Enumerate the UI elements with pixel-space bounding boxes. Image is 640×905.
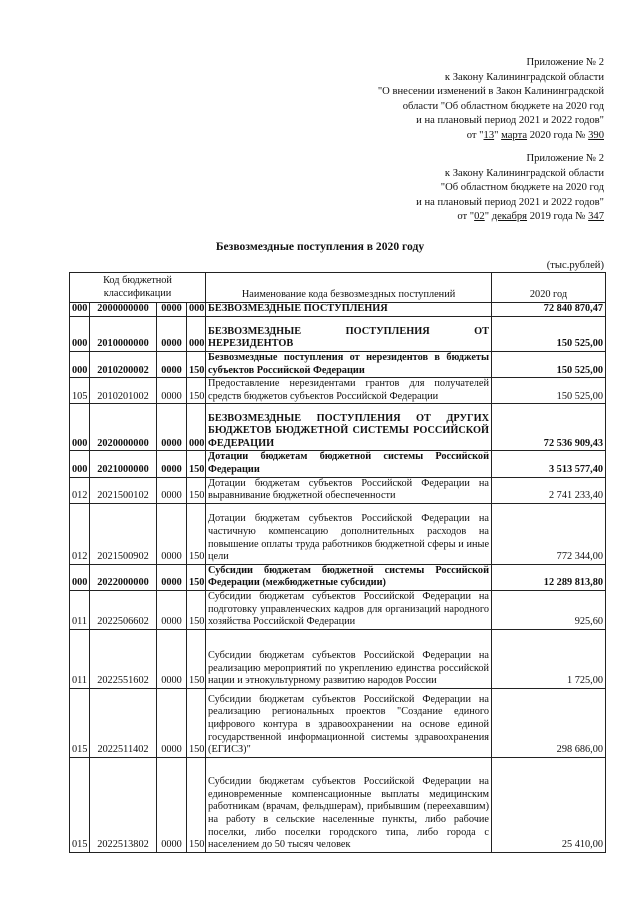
table-row [70,688,606,757]
law-number: 347 [588,211,604,223]
code-economic-cell: 000 [187,317,206,352]
code-admin-cell: 012 [70,503,90,564]
date-month: декабря [491,211,528,223]
code-economic-cell: 150 [187,378,206,404]
date-prefix: от " [457,211,475,223]
code-program-cell: 0000 [157,477,187,503]
name-cell: Субсидии бюджетам субъектов Российской Федерации на подготовку управленческих кадров для организаций народного хозяйства Российской Федерации [206,590,492,629]
budget-table [69,272,606,853]
code-program-cell: 0000 [157,352,187,378]
appendix-title: Приложение № 2 [526,57,604,68]
date-year: 2019 года № [527,211,589,223]
amount-cell: 298 686,00 [492,688,606,757]
amount-cell: 72 840 870,47 [492,303,606,317]
date-month: марта [501,129,528,141]
amount-cell: 150 525,00 [492,352,606,378]
date-separator: " [484,211,492,223]
appendix-law-line: области "Об областном бюджете на 2020 год [402,100,604,112]
amount-cell: 3 513 577,40 [492,451,606,477]
date-prefix: от " [466,129,484,141]
amount-cell: 925,60 [492,590,606,629]
code-program-cell: 0000 [157,451,187,477]
code-admin-cell: 011 [70,590,90,629]
amount-cell: 1 725,00 [492,629,606,688]
appendix-law-line: и на плановый период 2021 и 2022 годов" [416,115,604,127]
code-economic-cell: 150 [187,590,206,629]
date-day: 02 [474,211,485,223]
code-type-cell: 2022513802 [90,757,157,852]
code-type-cell: 2010201002 [90,378,157,404]
code-type-cell: 2010200002 [90,352,157,378]
header-year: 2020 год [492,273,606,303]
appendix-law-line: к Закону Калининградской области [444,167,604,179]
code-economic-cell: 150 [187,757,206,852]
table-header [70,273,606,303]
table-row [70,404,606,451]
code-admin-cell: 000 [70,564,90,590]
name-cell: Дотации бюджетам субъектов Российской Федерации на выравнивание бюджетной обеспеченности [206,477,492,503]
amount-cell: 772 344,00 [492,503,606,564]
code-type-cell: 2021500102 [90,477,157,503]
code-type-cell: 2022511402 [90,688,157,757]
amount-cell: 25 410,00 [492,757,606,852]
code-program-cell: 0000 [157,564,187,590]
code-admin-cell: 011 [70,629,90,688]
code-admin-cell: 012 [70,477,90,503]
code-economic-cell: 150 [187,629,206,688]
name-cell: Дотации бюджетам бюджетной системы Российской Федерации [206,451,492,477]
amount-cell: 72 536 909,43 [492,404,606,451]
name-cell: БЕЗВОЗМЕЗДНЫЕ ПОСТУПЛЕНИЯ ОТ ДРУГИХ БЮДЖЕТОВ БЮДЖЕТНОЙ СИСТЕМЫ РОССИЙСКОЙ ФЕДЕРАЦИИ [206,404,492,451]
header-code: Код бюджетной классификации [70,273,206,303]
code-economic-cell: 150 [187,352,206,378]
code-program-cell: 0000 [157,378,187,404]
table-row [70,757,606,852]
amount-cell: 150 525,00 [492,378,606,404]
header-name: Наименование кода безвозмездных поступлений [206,273,492,303]
table-row [70,378,606,404]
table-row [70,590,606,629]
table-row [70,317,606,352]
name-cell: Субсидии бюджетам бюджетной системы Российской Федерации (межбюджетные субсидии) [206,564,492,590]
code-program-cell: 0000 [157,688,187,757]
table-row [70,564,606,590]
code-type-cell: 2022000000 [90,564,157,590]
amount-cell: 150 525,00 [492,317,606,352]
code-program-cell: 0000 [157,404,187,451]
appendix-law-line: и на плановый период 2021 и 2022 годов" [416,196,604,208]
name-cell: Субсидии бюджетам субъектов Российской Федерации на единовременные компенсационные выплаты медицинским работникам (врачам, фельдшерам), прибывшим (переехавшим) на работу в сельские населенные пункты, либо рабочие поселки, либо поселки городского типа, либо города с населением до 50 тысяч человек [206,757,492,852]
table-row [70,352,606,378]
law-number: 390 [588,129,604,141]
appendix-law-line: "О внесении изменений в Закон Калининградской [377,86,604,98]
code-admin-cell: 000 [70,303,90,317]
date-separator: " [494,129,502,141]
document-title: Безвозмездные поступления в 2020 году [215,240,425,253]
table-row [70,503,606,564]
code-program-cell: 0000 [157,757,187,852]
appendix-law-line: "Об областном бюджете на 2020 год [440,182,604,194]
name-cell: Предоставление нерезидентами грантов для получателей средств бюджетов субъектов Российской Федерации [206,378,492,404]
code-economic-cell: 000 [187,404,206,451]
name-cell: Безвозмездные поступления от нерезидентов в бюджеты субъектов Российской Федерации [206,352,492,378]
code-admin-cell: 105 [70,378,90,404]
units-label: (тыс.рублей) [546,260,604,271]
table-row [70,303,606,317]
table-row [70,451,606,477]
date-day: 13 [483,129,495,141]
appendix-date-line [416,210,604,225]
amount-cell: 12 289 813,80 [492,564,606,590]
code-type-cell: 2021500902 [90,503,157,564]
name-cell: Дотации бюджетам субъектов Российской Федерации на частичную компенсацию дополнительных расходов на повышение оплаты труда работников бюджетной сферы и иные цели [206,503,492,564]
amount-cell: 2 741 233,40 [492,477,606,503]
code-economic-cell: 000 [187,303,206,317]
code-economic-cell: 150 [187,451,206,477]
name-cell: БЕЗВОЗМЕЗДНЫЕ ПОСТУПЛЕНИЯ [206,303,492,317]
code-economic-cell: 150 [187,564,206,590]
code-program-cell: 0000 [157,590,187,629]
code-admin-cell: 000 [70,451,90,477]
table-row [70,477,606,503]
code-economic-cell: 150 [187,503,206,564]
name-cell: БЕЗВОЗМЕЗДНЫЕ ПОСТУПЛЕНИЯ ОТ НЕРЕЗИДЕНТОВ [206,317,492,352]
code-type-cell: 2000000000 [90,303,157,317]
name-cell: Субсидии бюджетам субъектов Российской Федерации на реализацию мероприятий по укреплению единства российской нации и этнокультурному развитию народов России [206,629,492,688]
table-row [70,629,606,688]
appendix-original-header [416,152,604,225]
code-admin-cell: 015 [70,688,90,757]
code-program-cell: 0000 [157,317,187,352]
code-type-cell: 2021000000 [90,451,157,477]
code-type-cell: 2020000000 [90,404,157,451]
date-year: 2020 года № [527,129,589,141]
code-program-cell: 0000 [157,503,187,564]
appendix-title: Приложение № 2 [526,153,604,164]
code-economic-cell: 150 [187,477,206,503]
code-admin-cell: 015 [70,757,90,852]
name-cell: Субсидии бюджетам субъектов Российской Федерации на реализацию региональных проектов "Создание единого цифрового контура в здравоохранении на основе единой государственной информационной системы здравоохранения (ЕГИСЗ)" [206,688,492,757]
appendix-date-line [378,129,604,144]
code-admin-cell: 000 [70,352,90,378]
appendix-current-header [378,56,604,144]
code-admin-cell: 000 [70,404,90,451]
code-program-cell: 0000 [157,629,187,688]
appendix-law-line: к Закону Калининградской области [444,71,604,83]
code-type-cell: 2022506602 [90,590,157,629]
code-program-cell: 0000 [157,303,187,317]
code-type-cell: 2010000000 [90,317,157,352]
code-economic-cell: 150 [187,688,206,757]
code-type-cell: 2022551602 [90,629,157,688]
code-admin-cell: 000 [70,317,90,352]
